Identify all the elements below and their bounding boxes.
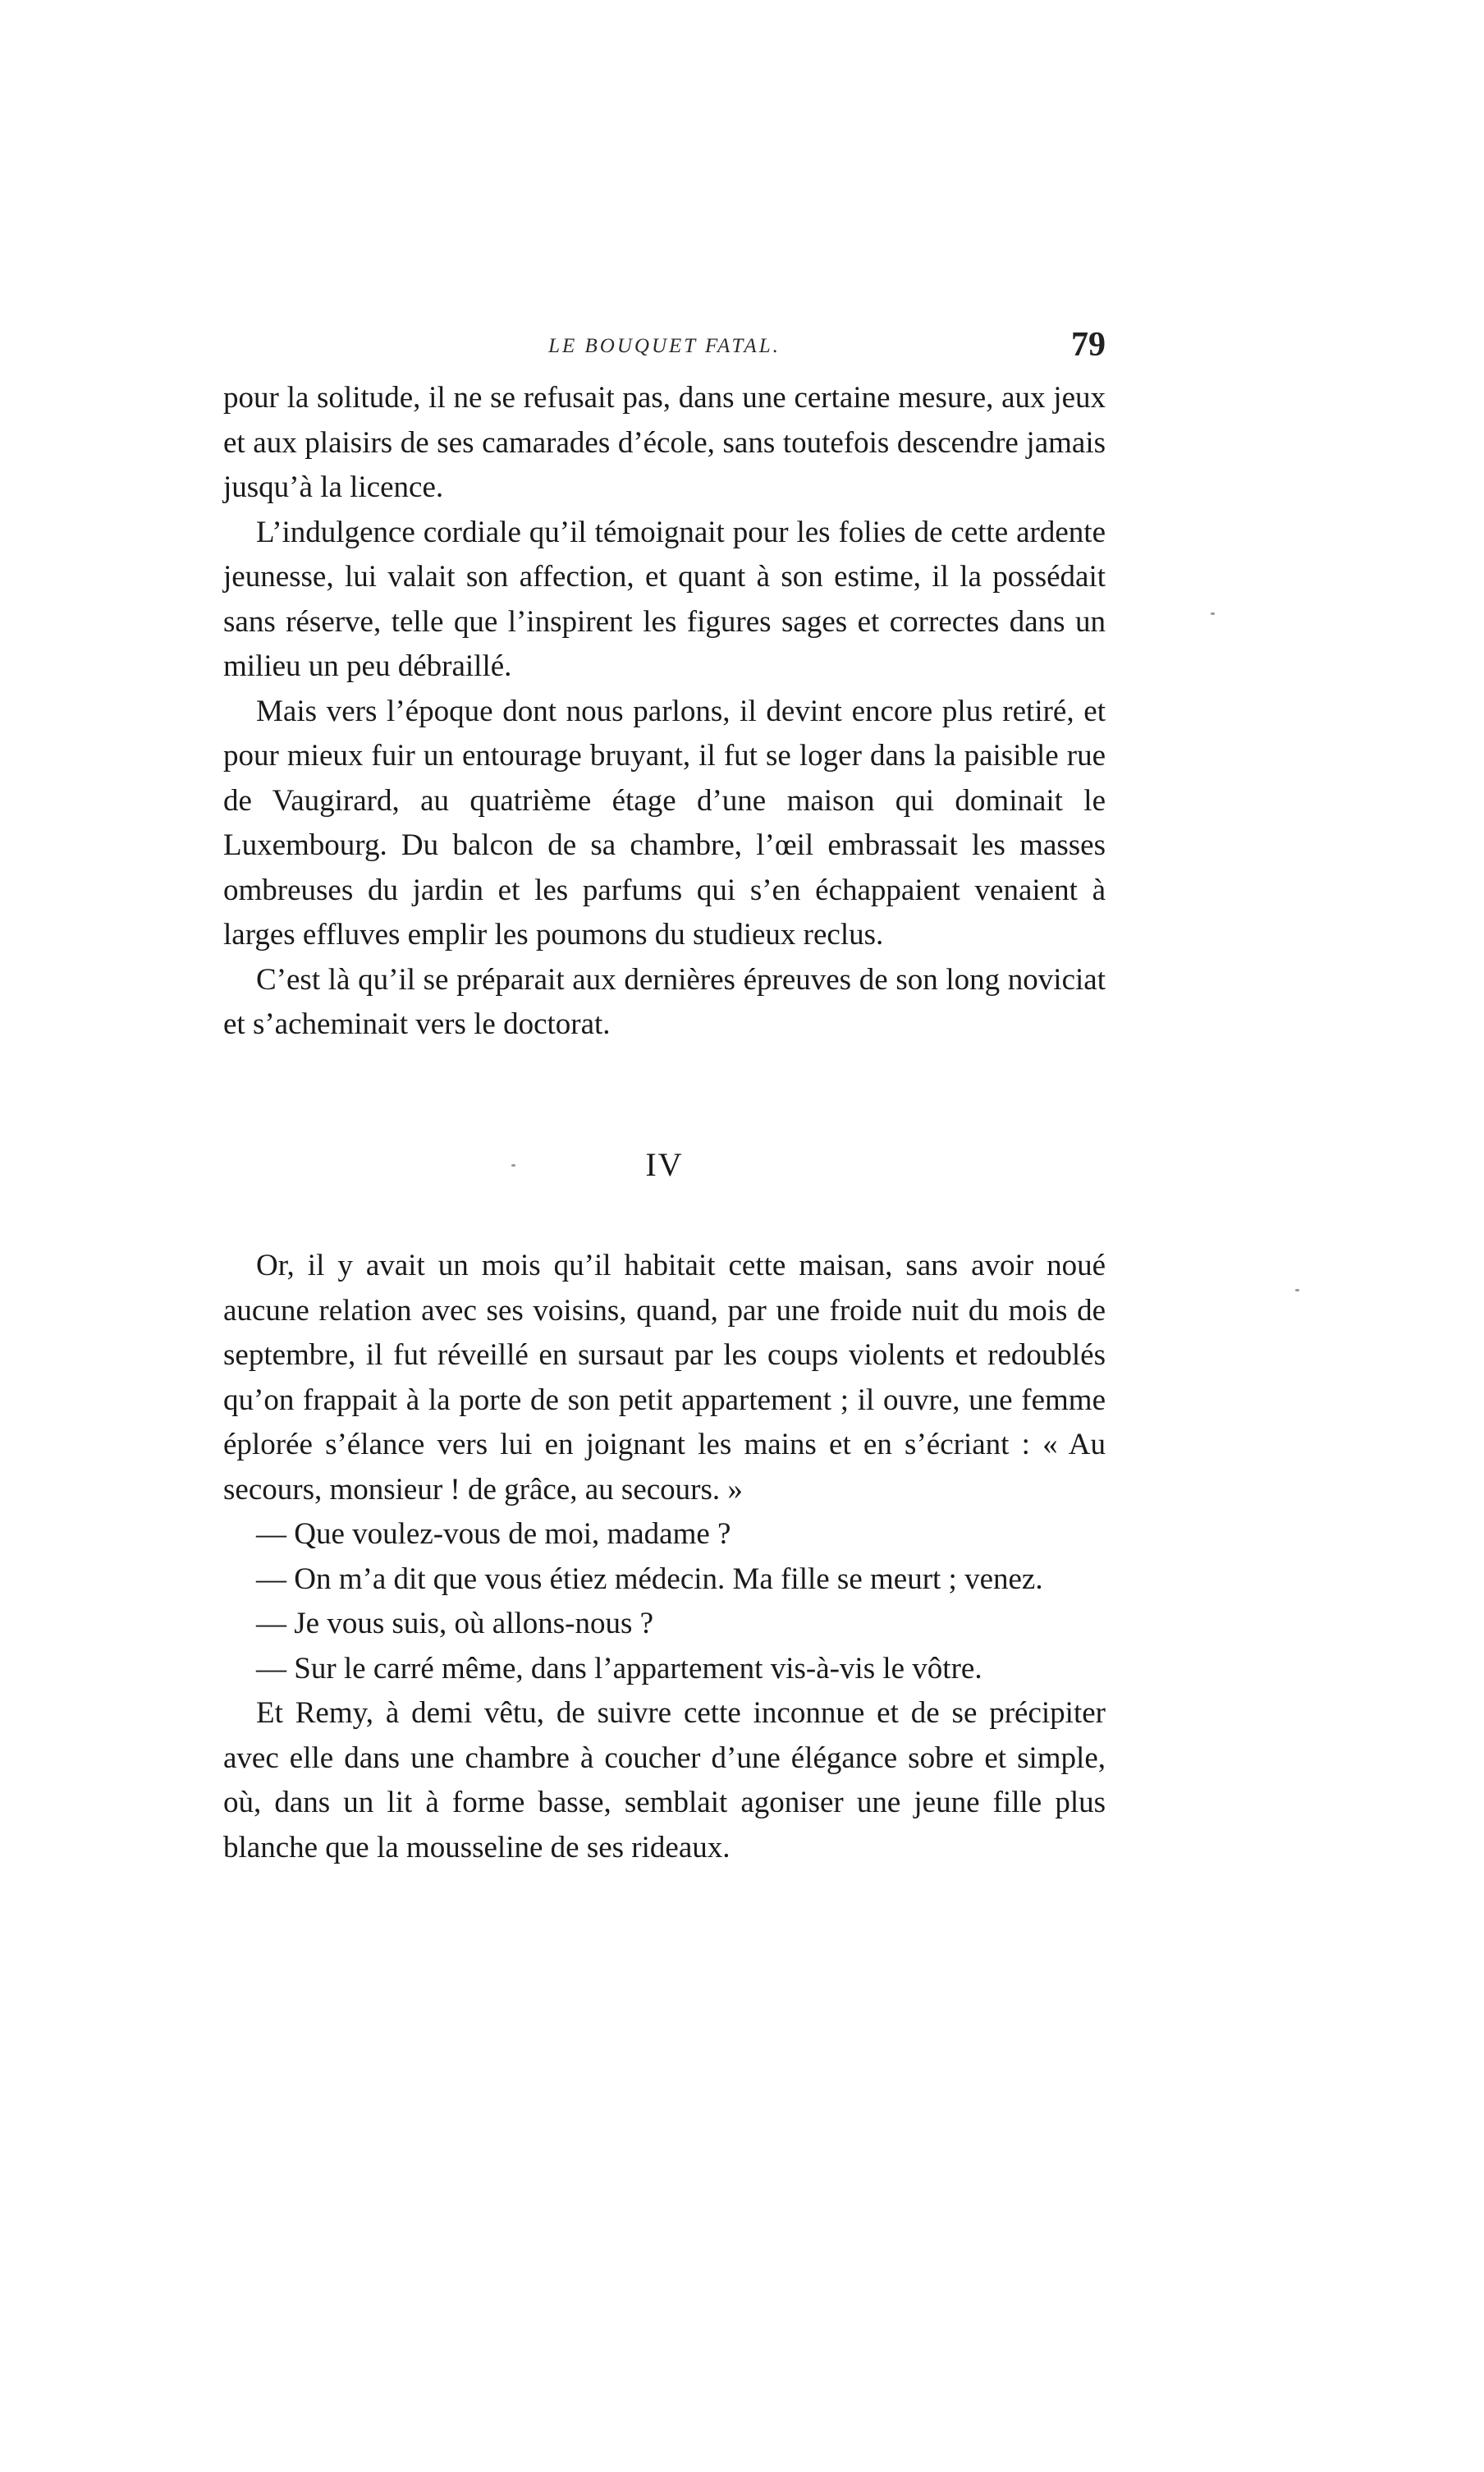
scan-speck	[511, 1164, 515, 1167]
paragraph: L’indulgence cordiale qu’il témoignait pour les folies de cette ardente jeunesse, lui valait son affection, et quant à son estime, il la possédait sans réserve, telle que l’inspirent les figures sages et correctes dans un milieu un peu débraillé.	[223, 515, 1106, 683]
paragraph: C’est là qu’il se préparait aux dernières épreuves de son long noviciat et s’acheminait vers le doctorat.	[223, 962, 1106, 1041]
paragraph: Mais vers l’époque dont nous parlons, il devint encore plus retiré, et pour mieux fuir un entourage bruyant, il fut se loger dans la paisible rue de Vaugirard, au quatrième étage d’une maison qui dominait le Luxembourg. Du balcon de sa chambre, l’œil embrassait les masses ombreuses du jardin et les parfums qui s’en échappaient venaient à larges effluves emplir les poumons du studieux reclus.	[223, 694, 1106, 952]
paragraph: Et Remy, à demi vêtu, de suivre cette inconnue et de se précipiter avec elle dans une chambre à coucher d’une élégance sobre et simple, où, dans un lit à forme basse, semblait agoniser une jeune fille plus blanche que la mousseline de ses rideaux.	[223, 1696, 1106, 1864]
scan-speck	[1295, 1289, 1299, 1291]
paragraph: Or, il y avait un mois qu’il habitait cette maisan, sans avoir noué aucune relation avec ses voisins, quand, par une froide nuit du mois de septembre, il fut réveillé en sursaut par les coups violents et redoublés qu’on frappait à la porte de son petit appartement ; il ouvre, une femme éplorée s’élance vers lui en joignant les mains et en s’écriant : « Au secours, monsieur ! de grâce, au secours. »	[223, 1249, 1106, 1507]
dialogue-line: — Que voulez-vous de moi, madame ?	[256, 1517, 731, 1551]
page-number: 79	[1071, 326, 1106, 364]
dialogue-line: — On m’a dit que vous étiez médecin. Ma fille se meurt ; venez.	[256, 1562, 1043, 1596]
scan-speck	[1211, 612, 1215, 615]
text-block-top	[223, 376, 1106, 1048]
text-block-bottom	[223, 1244, 1106, 1870]
chapter-section-heading: IV	[645, 1146, 684, 1183]
dialogue-line: — Je vous suis, où allons-nous ?	[256, 1607, 654, 1640]
dialogue-line: — Sur le carré même, dans l’appartement vis-à-vis le vôtre.	[256, 1651, 982, 1685]
running-head	[223, 325, 1106, 374]
running-title: LE BOUQUET FATAL.	[548, 335, 781, 357]
paragraph: pour la solitude, il ne se refusait pas, dans une certaine mesure, aux jeux et aux plaisirs de ses camarades d’école, sans toutefois descendre jamais jusqu’à la licence.	[223, 381, 1106, 504]
